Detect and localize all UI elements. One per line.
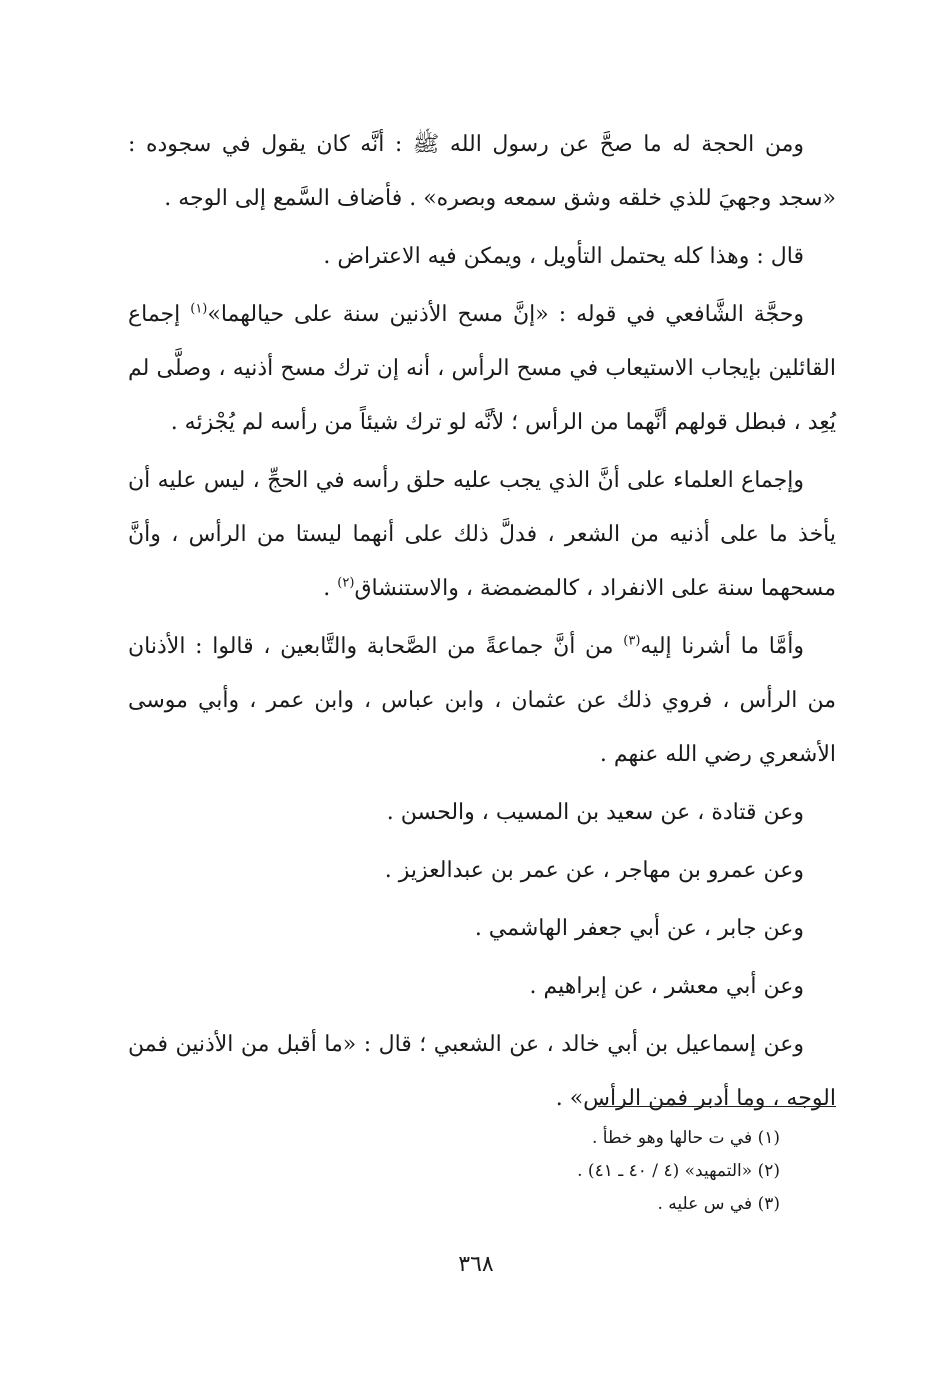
narration-abu-mashar: وعن أبي معشر ، عن إبراهيم . [529,974,804,999]
footnote-marker-3: (٣) [623,633,641,649]
page-number: ٣٦٨ [458,1252,494,1277]
footnote-2: (٢) «التمهيد» (٤ / ٤٠ ـ ٤١) . [577,1161,780,1181]
paragraph-interpretation: قال : وهذا كله يحتمل التأويل ، ويمكن فيه الاعتراض . [323,244,804,269]
footnote-marker-1: (١) [190,301,208,317]
companions-intro: وأمَّا ما أشرنا إليه [640,634,804,659]
footnote-1: (١) في ت حالها وهو خطأ . [591,1128,780,1148]
narration-jabir: وعن جابر ، عن أبي جعفر الهاشمي . [474,916,804,941]
paragraph-hadith: ومن الحجة له ما صحَّ عن رسول الله ﷺ : أنَّه كان يقول في سجوده : «سجد وجهيَ للذي خلقه وشق سمعه وبصره» . فأضاف السَّمع إلى الوجه . [128,132,836,211]
companions-text: من أنَّ جماعةً من الصَّحابة والتَّابعين ، قالوا : الأذنان من الرأس ، فروي ذلك عن عثمان ، وابن عباس ، وابن عمر ، وأبي موسى الأشعري رضي الله عنهم . [128,634,836,767]
paragraph-shafii [128,288,836,450]
shafii-quote: وحجَّة الشَّافعي في قوله : «إنَّ مسح الأذنين سنة على حيالهما» [207,302,804,327]
footnotes [400,1122,780,1221]
footnote-3: (٣) في س عليه . [657,1194,780,1214]
consensus-text: وإجماع العلماء على أنَّ الذي يجب عليه حلق رأسه في الحجِّ ، ليس عليه أن يأخذ ما على أذنيه من الشعر ، فدلَّ ذلك على أنهما ليستا من الرأس ، وأنَّ مسحهما سنة على الانفراد ، كالمضمضة ، والاستنشاق [128,468,836,601]
paragraph-companions [128,620,836,782]
footnote-divider [598,1106,836,1107]
narration-amr: وعن عمرو بن مهاجر ، عن عمر بن عبدالعزيز . [384,858,804,883]
narration-qatada: وعن قتادة ، عن سعيد بن المسيب ، والحسن . [386,800,804,825]
footnote-marker-2: (٢) [337,575,355,591]
narration-ismail: وعن إسماعيل بن أبي خالد ، عن الشعبي ؛ قال : «ما أقبل من الأذنين فمن الوجه ، وما أدبر فمن الرأس» . [128,1032,836,1111]
shafii-argument: إجماع القائلين بإيجاب الاستيعاب في مسح الرأس ، أنه إن ترك مسح أذنيه ، وصلَّى لم يُعِد ، فبطل قولهم أنَّهما من الرأس ؛ لأنَّه لو ترك شيئاً من رأسه لم يُجْزئه . [128,302,836,435]
paragraph-consensus [128,454,836,616]
consensus-end: . [323,576,338,601]
main-text [128,118,836,1130]
